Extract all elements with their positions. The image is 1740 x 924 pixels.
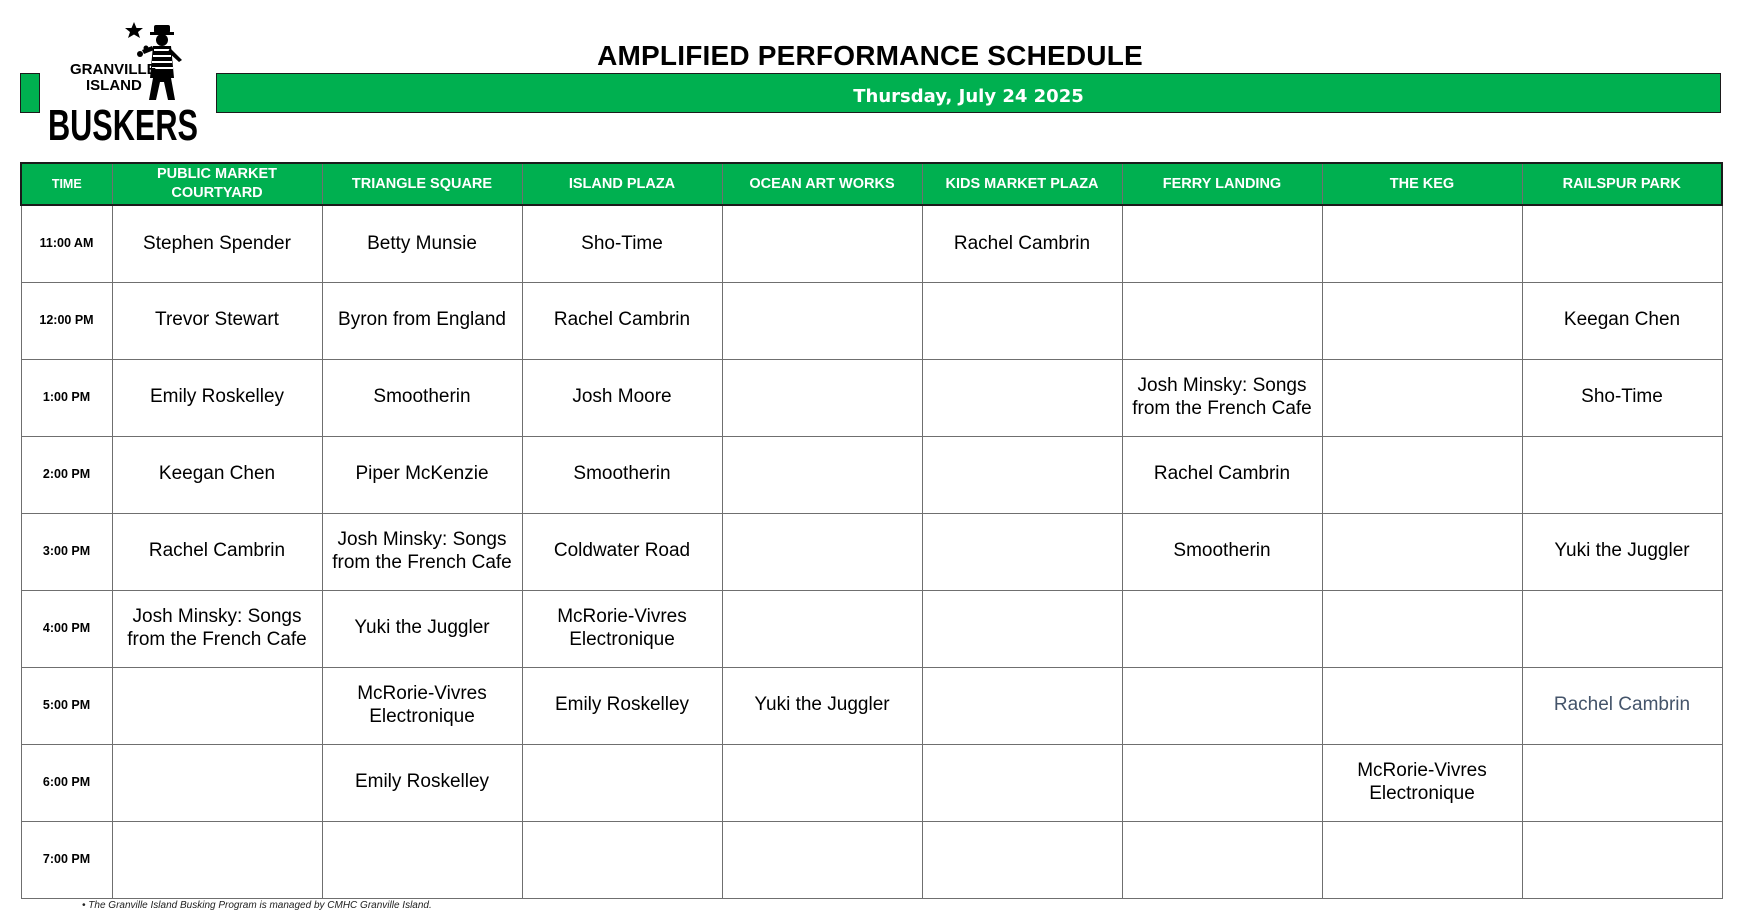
table-cell [1322, 667, 1522, 744]
table-row [21, 821, 1722, 898]
table-cell: Rachel Cambrin [1122, 436, 1322, 513]
table-cell [722, 821, 922, 898]
table-row [21, 436, 1722, 513]
time-cell: 1:00 PM [21, 359, 112, 436]
date-banner [216, 73, 1721, 113]
table-cell: Josh Moore [522, 359, 722, 436]
table-cell: Josh Minsky: Songs from the French Cafe [322, 513, 522, 590]
table-cell [1122, 744, 1322, 821]
table-cell: McRorie-Vivres Electronique [522, 590, 722, 667]
table-row [21, 744, 1722, 821]
table-cell: Sho-Time [522, 205, 722, 282]
table-cell: Smootherin [322, 359, 522, 436]
table-cell: Rachel Cambrin [1522, 667, 1722, 744]
table-row [21, 513, 1722, 590]
table-cell [922, 590, 1122, 667]
table-cell [722, 590, 922, 667]
header-accent-block [20, 73, 40, 113]
buskers-logo [48, 20, 210, 150]
logo-line-island: ISLAND [86, 77, 142, 94]
column-header-public-market-courtyard: PUBLIC MARKET COURTYARD [112, 163, 322, 205]
table-cell [1322, 359, 1522, 436]
table-cell [722, 436, 922, 513]
table-cell [1122, 821, 1322, 898]
time-cell: 4:00 PM [21, 590, 112, 667]
column-header-time: TIME [21, 163, 112, 205]
table-cell [1322, 436, 1522, 513]
table-cell: Josh Minsky: Songs from the French Cafe [112, 590, 322, 667]
table-cell: Smootherin [522, 436, 722, 513]
table-cell: Yuki the Juggler [722, 667, 922, 744]
table-cell [722, 205, 922, 282]
table-row [21, 282, 1722, 359]
table-cell: Rachel Cambrin [922, 205, 1122, 282]
table-cell [1522, 436, 1722, 513]
time-cell: 12:00 PM [21, 282, 112, 359]
column-header-ferry-landing: FERRY LANDING [1122, 163, 1322, 205]
table-cell [1322, 205, 1522, 282]
table-cell: Smootherin [1122, 513, 1322, 590]
time-cell: 11:00 AM [21, 205, 112, 282]
table-cell [722, 744, 922, 821]
schedule-table [20, 162, 1723, 899]
table-cell: Rachel Cambrin [522, 282, 722, 359]
table-row [21, 667, 1722, 744]
column-header-island-plaza: ISLAND PLAZA [522, 163, 722, 205]
table-cell: Yuki the Juggler [322, 590, 522, 667]
time-cell: 7:00 PM [21, 821, 112, 898]
table-row [21, 205, 1722, 282]
table-cell: Josh Minsky: Songs from the French Cafe [1122, 359, 1322, 436]
column-header-railspur-park: RAILSPUR PARK [1522, 163, 1722, 205]
table-cell [922, 359, 1122, 436]
time-cell: 3:00 PM [21, 513, 112, 590]
table-cell: Yuki the Juggler [1522, 513, 1722, 590]
date-label: Thursday, July 24 2025 [853, 85, 1084, 107]
table-cell [922, 744, 1122, 821]
table-cell: Keegan Chen [112, 436, 322, 513]
table-cell [722, 513, 922, 590]
table-cell: Keegan Chen [1522, 282, 1722, 359]
table-cell [522, 821, 722, 898]
column-header-the-keg: THE KEG [1322, 163, 1522, 205]
table-cell [1322, 590, 1522, 667]
footnote: • The Granville Island Busking Program is managed by CMHC Granville Island. [82, 900, 432, 911]
table-cell: Trevor Stewart [112, 282, 322, 359]
table-row [21, 590, 1722, 667]
time-cell: 6:00 PM [21, 744, 112, 821]
table-cell: Sho-Time [1522, 359, 1722, 436]
table-cell: Coldwater Road [522, 513, 722, 590]
table-cell [1522, 744, 1722, 821]
column-header-ocean-art-works: OCEAN ART WORKS [722, 163, 922, 205]
table-cell: Byron from England [322, 282, 522, 359]
logo-line-granville: GRANVILLE [70, 61, 157, 78]
table-cell [1122, 590, 1322, 667]
table-cell [522, 744, 722, 821]
table-cell [1522, 205, 1722, 282]
logo-line-buskers: BUSKERS [48, 101, 198, 150]
table-cell [112, 667, 322, 744]
table-cell [1522, 821, 1722, 898]
table-cell: Rachel Cambrin [112, 513, 322, 590]
time-cell: 5:00 PM [21, 667, 112, 744]
table-cell: Betty Munsie [322, 205, 522, 282]
table-cell [1122, 282, 1322, 359]
table-cell [112, 821, 322, 898]
table-cell [322, 821, 522, 898]
table-cell [1322, 282, 1522, 359]
table-cell: Emily Roskelley [112, 359, 322, 436]
table-cell [1522, 590, 1722, 667]
time-cell: 2:00 PM [21, 436, 112, 513]
page-title: AMPLIFIED PERFORMANCE SCHEDULE [597, 40, 1143, 71]
table-cell: Stephen Spender [112, 205, 322, 282]
table-cell: Emily Roskelley [322, 744, 522, 821]
table-cell [1322, 821, 1522, 898]
table-cell [922, 667, 1122, 744]
table-cell [722, 359, 922, 436]
table-cell [922, 282, 1122, 359]
table-cell [922, 436, 1122, 513]
table-cell: McRorie-Vivres Electronique [322, 667, 522, 744]
table-cell [1322, 513, 1522, 590]
table-cell [1122, 205, 1322, 282]
table-cell [722, 282, 922, 359]
table-cell [922, 513, 1122, 590]
column-header-triangle-square: TRIANGLE SQUARE [322, 163, 522, 205]
table-cell [922, 821, 1122, 898]
column-header-kids-market-plaza: KIDS MARKET PLAZA [922, 163, 1122, 205]
table-cell: McRorie-Vivres Electronique [1322, 744, 1522, 821]
table-cell [1122, 667, 1322, 744]
table-cell: Emily Roskelley [522, 667, 722, 744]
table-row [21, 359, 1722, 436]
table-cell [112, 744, 322, 821]
table-cell: Piper McKenzie [322, 436, 522, 513]
header-row [21, 163, 1722, 205]
